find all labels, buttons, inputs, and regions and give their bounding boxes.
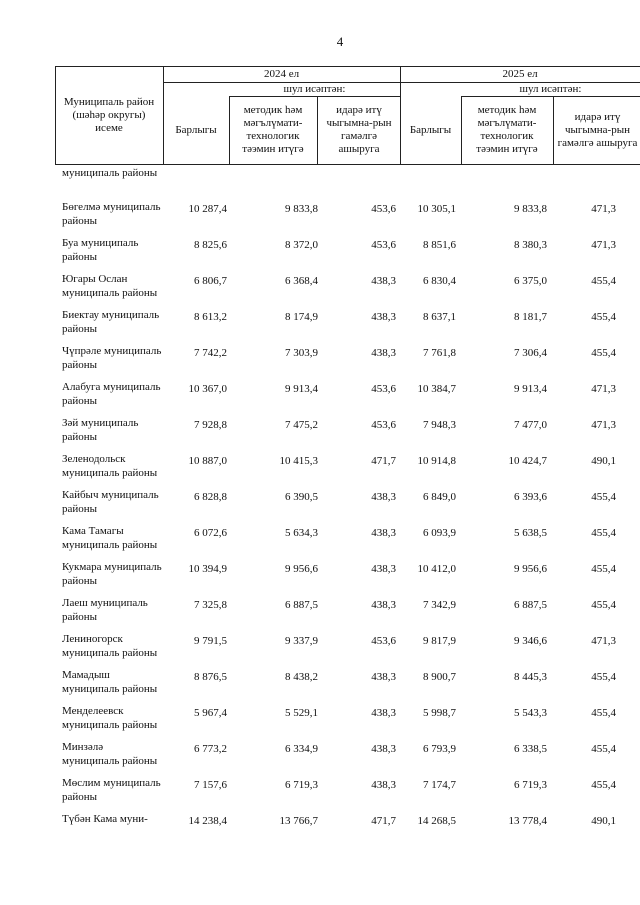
value-total-2025: 8 637,1 [423, 311, 456, 323]
value-admin-2024: 453,6 [371, 419, 396, 431]
table-row [0, 268, 640, 304]
value-total-2025: 7 761,8 [423, 347, 456, 359]
header-including-2024: шул исәптән: [283, 82, 346, 95]
value-total-2025: 10 384,7 [417, 383, 456, 395]
table-row [0, 808, 640, 844]
value-admin-2024: 438,3 [371, 563, 396, 575]
table-row [0, 412, 640, 448]
value-admin-2024: 438,3 [371, 491, 396, 503]
value-admin-2025: 471,3 [591, 203, 616, 215]
value-methodical-2024: 8 372,0 [285, 239, 318, 251]
table-row [0, 700, 640, 736]
district-name: Бөгелмә муниципаль районы [62, 201, 161, 227]
table-body [0, 196, 640, 844]
value-total-2025: 6 793,9 [423, 743, 456, 755]
header-admin-2025: идарә итү чыгымна-рын гамәлгә ашыруга [557, 110, 638, 149]
header-divider-total-2024 [229, 96, 230, 164]
value-admin-2024: 438,3 [371, 707, 396, 719]
district-name: Түбән Кама муни- [62, 813, 148, 825]
value-admin-2024: 438,3 [371, 275, 396, 287]
district-name: Мамадыш муниципаль районы [62, 669, 158, 695]
value-total-2024: 7 157,6 [194, 779, 227, 791]
value-methodical-2024: 7 303,9 [285, 347, 318, 359]
value-total-2024: 14 238,4 [188, 815, 227, 827]
page-number: 4 [336, 34, 344, 49]
district-name: Лаеш муниципаль районы [62, 597, 148, 623]
header-total-2024: Барлыгы [175, 123, 217, 136]
value-methodical-2025: 6 719,3 [514, 779, 547, 791]
value-methodical-2025: 6 338,5 [514, 743, 547, 755]
value-total-2024: 6 828,8 [194, 491, 227, 503]
value-total-2024: 8 876,5 [194, 671, 227, 683]
value-admin-2024: 453,6 [371, 203, 396, 215]
table-row [0, 484, 640, 520]
value-total-2024: 8 825,6 [194, 239, 227, 251]
district-name: Кама Тамагы муниципаль районы [62, 525, 158, 551]
district-name: Биектау муниципаль районы [62, 309, 160, 335]
value-total-2024: 10 367,0 [188, 383, 227, 395]
value-total-2025: 5 998,7 [423, 707, 456, 719]
table-row [0, 628, 640, 664]
value-methodical-2024: 6 368,4 [285, 275, 318, 287]
value-admin-2025: 471,3 [591, 239, 616, 251]
value-methodical-2025: 6 887,5 [514, 599, 547, 611]
value-total-2025: 8 851,6 [423, 239, 456, 251]
value-admin-2024: 438,3 [371, 527, 396, 539]
value-total-2024: 7 325,8 [194, 599, 227, 611]
value-admin-2025: 490,1 [591, 455, 616, 467]
table-header [55, 66, 640, 165]
value-total-2025: 10 305,1 [417, 203, 456, 215]
table-row [0, 520, 640, 556]
district-name: Мөслим муниципаль районы [62, 777, 161, 803]
value-methodical-2025: 9 956,6 [514, 563, 547, 575]
value-admin-2025: 455,4 [591, 491, 616, 503]
value-methodical-2024: 6 390,5 [285, 491, 318, 503]
value-methodical-2024: 8 174,9 [285, 311, 318, 323]
value-admin-2024: 453,6 [371, 239, 396, 251]
district-name: Зәй муниципаль районы [62, 417, 139, 443]
value-admin-2025: 455,4 [591, 779, 616, 791]
value-total-2025: 6 830,4 [423, 275, 456, 287]
district-name: Кайбыч муниципаль районы [62, 489, 159, 515]
value-total-2024: 7 742,2 [194, 347, 227, 359]
value-methodical-2025: 7 306,4 [514, 347, 547, 359]
header-divider-total-2025 [461, 96, 462, 164]
value-admin-2024: 453,6 [371, 635, 396, 647]
value-admin-2024: 438,3 [371, 599, 396, 611]
district-name: Менделеевск муниципаль районы [62, 705, 158, 731]
value-methodical-2024: 9 913,4 [285, 383, 318, 395]
value-admin-2024: 471,7 [371, 815, 396, 827]
value-total-2025: 9 817,9 [423, 635, 456, 647]
value-methodical-2024: 8 438,2 [285, 671, 318, 683]
header-divider-sub-2025 [553, 96, 554, 164]
header-total-2025: Барлыгы [409, 123, 452, 136]
value-methodical-2025: 8 380,3 [514, 239, 547, 251]
district-name: Югары Ослан муниципаль районы [62, 273, 158, 299]
table-row [0, 232, 640, 268]
value-admin-2024: 438,3 [371, 311, 396, 323]
value-methodical-2025: 5 543,3 [514, 707, 547, 719]
value-total-2024: 9 791,5 [194, 635, 227, 647]
table-row [0, 304, 640, 340]
value-admin-2025: 455,4 [591, 707, 616, 719]
value-total-2025: 14 268,5 [417, 815, 456, 827]
value-admin-2025: 455,4 [591, 671, 616, 683]
value-methodical-2025: 9 833,8 [514, 203, 547, 215]
table-row [0, 340, 640, 376]
table-row [0, 736, 640, 772]
value-total-2024: 6 806,7 [194, 275, 227, 287]
value-total-2024: 10 394,9 [188, 563, 227, 575]
table-row [0, 448, 640, 484]
value-methodical-2024: 5 529,1 [285, 707, 318, 719]
value-methodical-2024: 13 766,7 [279, 815, 318, 827]
header-year-2024: 2024 ел [263, 68, 300, 80]
value-methodical-2025: 8 445,3 [514, 671, 547, 683]
value-admin-2025: 455,4 [591, 275, 616, 287]
value-total-2024: 8 613,2 [194, 311, 227, 323]
value-total-2025: 8 900,7 [423, 671, 456, 683]
value-total-2024: 10 887,0 [188, 455, 227, 467]
district-name: Алабуга муниципаль районы [62, 381, 161, 407]
district-name: Чүпрәле муниципаль районы [62, 345, 162, 371]
value-total-2025: 7 948,3 [423, 419, 456, 431]
district-name: Буа муниципаль районы [62, 237, 139, 263]
value-methodical-2024: 9 337,9 [285, 635, 318, 647]
value-admin-2025: 490,1 [591, 815, 616, 827]
value-methodical-2025: 7 477,0 [514, 419, 547, 431]
value-methodical-2024: 5 634,3 [285, 527, 318, 539]
value-admin-2024: 438,3 [371, 743, 396, 755]
value-methodical-2025: 6 393,6 [514, 491, 547, 503]
value-total-2024: 6 072,6 [194, 527, 227, 539]
value-admin-2025: 455,4 [591, 347, 616, 359]
value-admin-2025: 455,4 [591, 311, 616, 323]
value-admin-2025: 455,4 [591, 527, 616, 539]
value-methodical-2024: 6 887,5 [285, 599, 318, 611]
value-admin-2024: 438,3 [371, 671, 396, 683]
value-total-2025: 10 412,0 [417, 563, 456, 575]
table-row [0, 196, 640, 232]
value-admin-2024: 438,3 [371, 347, 396, 359]
header-methodical-2024: методик һәм мәгълүмати-технологик тәэмин итүгә [242, 104, 304, 155]
value-total-2024: 6 773,2 [194, 743, 227, 755]
value-admin-2025: 455,4 [591, 563, 616, 575]
value-total-2025: 6 093,9 [423, 527, 456, 539]
value-methodical-2024: 9 956,6 [285, 563, 318, 575]
value-methodical-2025: 10 424,7 [508, 455, 547, 467]
header-admin-2024: идарә итү чыгымна-рын гамәлгә ашыруга [326, 104, 392, 155]
carry-over-text: муниципаль районы [62, 167, 158, 179]
header-divider-sub-2024 [317, 96, 318, 164]
header-methodical-2025: методик һәм мәгълүмати-технологик тәэмин итүгә [476, 104, 538, 155]
value-admin-2024: 438,3 [371, 779, 396, 791]
value-methodical-2025: 5 638,5 [514, 527, 547, 539]
value-methodical-2025: 9 346,6 [514, 635, 547, 647]
value-admin-2025: 471,3 [591, 635, 616, 647]
table-row [0, 376, 640, 412]
header-district: Муниципаль район (шәһәр округы) исеме [63, 96, 155, 134]
value-methodical-2024: 10 415,3 [279, 455, 318, 467]
value-methodical-2025: 13 778,4 [508, 815, 547, 827]
value-total-2025: 7 174,7 [423, 779, 456, 791]
value-total-2024: 10 287,4 [188, 203, 227, 215]
value-methodical-2025: 9 913,4 [514, 383, 547, 395]
table-row [0, 772, 640, 808]
header-including-2025: шул исәптән: [519, 82, 582, 95]
value-methodical-2024: 9 833,8 [285, 203, 318, 215]
value-methodical-2025: 6 375,0 [514, 275, 547, 287]
district-name: Лениногорск муниципаль районы [62, 633, 158, 659]
value-total-2025: 6 849,0 [423, 491, 456, 503]
value-total-2024: 7 928,8 [194, 419, 227, 431]
value-admin-2025: 455,4 [591, 599, 616, 611]
table-row [0, 664, 640, 700]
value-total-2025: 10 914,8 [417, 455, 456, 467]
value-methodical-2025: 8 181,7 [514, 311, 547, 323]
table-row [0, 556, 640, 592]
value-admin-2024: 471,7 [371, 455, 396, 467]
value-methodical-2024: 6 719,3 [285, 779, 318, 791]
district-name: Зеленодольск муниципаль районы [62, 453, 158, 479]
value-total-2025: 7 342,9 [423, 599, 456, 611]
value-methodical-2024: 6 334,9 [285, 743, 318, 755]
value-total-2024: 5 967,4 [194, 707, 227, 719]
header-year-2025: 2025 ел [502, 68, 538, 80]
value-admin-2024: 453,6 [371, 383, 396, 395]
district-name: Кукмара муниципаль районы [62, 561, 162, 587]
table-row [0, 592, 640, 628]
value-methodical-2024: 7 475,2 [285, 419, 318, 431]
district-name: Минзәлә муниципаль районы [62, 741, 158, 767]
value-admin-2025: 471,3 [591, 383, 616, 395]
value-admin-2025: 455,4 [591, 743, 616, 755]
value-admin-2025: 471,3 [591, 419, 616, 431]
